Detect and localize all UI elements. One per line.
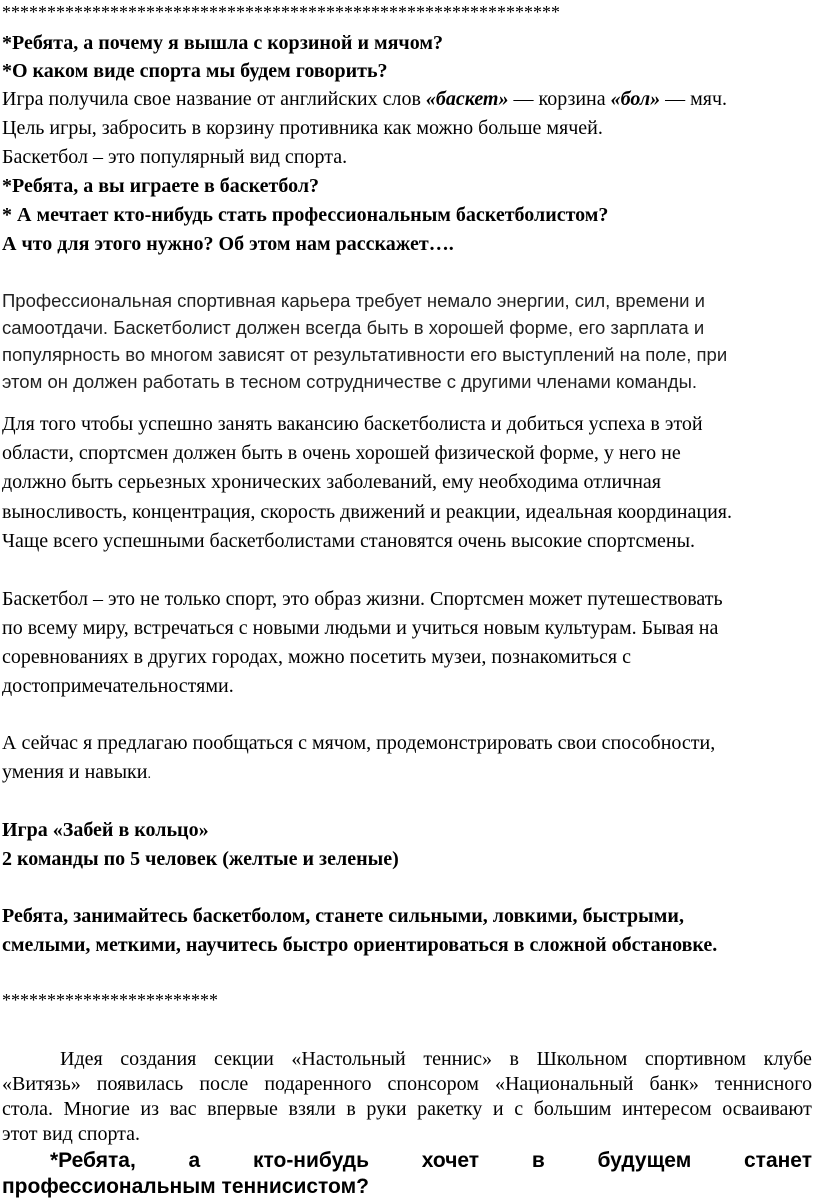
word: кто-нибудь xyxy=(252,1149,369,1172)
word: появилась xyxy=(96,1073,184,1095)
game-teams: 2 команды по 5 человек (желтые и зеленые) xyxy=(2,848,399,870)
word-ball: «бол» xyxy=(610,88,661,110)
advice-line-1: Ребята, занимайтесь баскетболом, станете сильными, ловкими, быстрыми, xyxy=(2,905,684,927)
word: «Настольный xyxy=(291,1048,406,1070)
word: с xyxy=(514,1098,524,1120)
career-line-2: самоотдачи. Баскетболист должен всегда быть в хорошей форме, его зарплата и xyxy=(2,317,705,338)
tennis-line-2 xyxy=(2,1072,812,1096)
game-title: Игра «Забей в кольцо» xyxy=(2,819,209,841)
word: а xyxy=(188,1149,201,1172)
offer-line-2-text: умения и навыки xyxy=(2,761,148,783)
word: из xyxy=(140,1098,160,1120)
word: спонсором xyxy=(387,1073,479,1095)
lifestyle-line-1: Баскетбол – это не только спорт, это образ жизни. Спортсмен может путешествовать xyxy=(2,588,723,610)
tennis-question-line-2: профессиональным теннисистом? xyxy=(2,1175,369,1198)
word: в xyxy=(346,1098,356,1120)
word: подаренного xyxy=(264,1073,372,1095)
word: впервые xyxy=(207,1098,278,1120)
word: и xyxy=(492,1098,504,1120)
requirements-line-5: Чаще всего успешными баскетболистами становятся очень высокие спортсмены. xyxy=(2,530,696,552)
word: секции xyxy=(213,1048,274,1070)
question-dream-pro: * А мечтает кто-нибудь стать профессиональным баскетболистом? xyxy=(2,204,609,226)
popular-sport-text: Баскетбол – это популярный вид спорта. xyxy=(2,146,348,168)
word: интересом xyxy=(622,1098,712,1120)
word: большим xyxy=(533,1098,612,1120)
word: создания xyxy=(120,1048,197,1070)
question-basket-ball: *Ребята, а почему я вышла с корзиной и мячом? xyxy=(2,32,443,54)
requirements-line-4: выносливость, концентрация, скорость движений и реакции, идеальная координация. xyxy=(2,501,732,523)
requirements-line-1: Для того чтобы успешно занять вакансию баскетболиста и добиться успеха в этой xyxy=(2,413,703,435)
tennis-line-3 xyxy=(2,1097,812,1121)
lifestyle-line-2: по всему миру, встречаться с новыми людьми и учиться новым культурам. Бывая на xyxy=(2,617,719,639)
lifestyle-line-3: соревнованиях в других городах, можно посетить музеи, познакомиться с xyxy=(2,646,632,668)
offer-line-2-period: . xyxy=(147,767,151,782)
word: после xyxy=(199,1073,249,1095)
tennis-line-1 xyxy=(60,1047,812,1071)
word: осваивают xyxy=(722,1098,812,1120)
word-basket: «баскет» xyxy=(425,88,509,110)
word: Многие xyxy=(63,1098,130,1120)
word: будущем xyxy=(597,1149,692,1172)
career-line-4: этом он должен работать в тесном сотрудничестве с другими членами команды. xyxy=(2,371,698,392)
word: *Ребята, xyxy=(50,1149,136,1172)
word: «Национальный xyxy=(494,1073,634,1095)
word: в xyxy=(509,1048,519,1070)
advice-line-2: смелыми, меткими, научитесь быстро ориентироваться в сложной обстановке. xyxy=(2,934,718,956)
requirements-line-2: области, спортсмен должен быть в очень хорошей физической форме, у него не xyxy=(2,442,681,464)
word: в xyxy=(531,1149,545,1172)
name-origin-post: — мяч. xyxy=(660,88,728,110)
word: станет xyxy=(743,1149,812,1172)
offer-line-1: А сейчас я предлагаю пообщаться с мячом, продемонстрировать свои способности, xyxy=(2,732,716,754)
career-line-1: Профессиональная спортивная карьера требует немало энергии, сил, времени и xyxy=(2,290,705,311)
question-sport-type: *О каком виде спорта мы будем говорить? xyxy=(2,60,388,82)
word: руки xyxy=(366,1098,407,1120)
name-origin-pre: Игра получила свое название от английских слов xyxy=(2,88,426,110)
tennis-line-4: этот вид спорта. xyxy=(2,1123,141,1145)
word: клубе xyxy=(763,1048,812,1070)
tennis-question-line-1 xyxy=(50,1148,812,1174)
word: стола. xyxy=(2,1098,53,1120)
name-origin-text xyxy=(2,87,727,111)
word: хочет xyxy=(421,1149,480,1172)
career-line-3: популярность во многом зависят от результативности его выступлений на поле, при xyxy=(2,344,728,365)
word: Школьном xyxy=(536,1048,628,1070)
offer-line-2 xyxy=(2,760,151,787)
requirements-line-3: должно быть серьезных хронических заболеваний, ему необходима отличная xyxy=(2,471,661,493)
lifestyle-line-4: достопримечательностями. xyxy=(2,675,234,697)
word: теннисного xyxy=(714,1073,812,1095)
word: ракетку xyxy=(417,1098,483,1120)
word: спортивном xyxy=(644,1048,747,1070)
game-goal-text: Цель игры, забросить в корзину противника как можно больше мячей. xyxy=(2,117,603,139)
word: Идея xyxy=(60,1048,103,1070)
word: взяли xyxy=(288,1098,336,1120)
word: вас xyxy=(169,1098,197,1120)
question-do-you-play: *Ребята, а вы играете в баскетбол? xyxy=(2,175,320,197)
word: теннис» xyxy=(423,1048,492,1070)
separator-stars-middle: ************************ xyxy=(2,990,218,1010)
separator-stars-top: ************************************************************** xyxy=(2,2,560,22)
word: банк» xyxy=(649,1073,699,1095)
word: «Витязь» xyxy=(2,1073,81,1095)
name-origin-mid: — корзина xyxy=(508,88,611,110)
question-what-needed: А что для этого нужно? Об этом нам расскажет…. xyxy=(2,233,454,255)
